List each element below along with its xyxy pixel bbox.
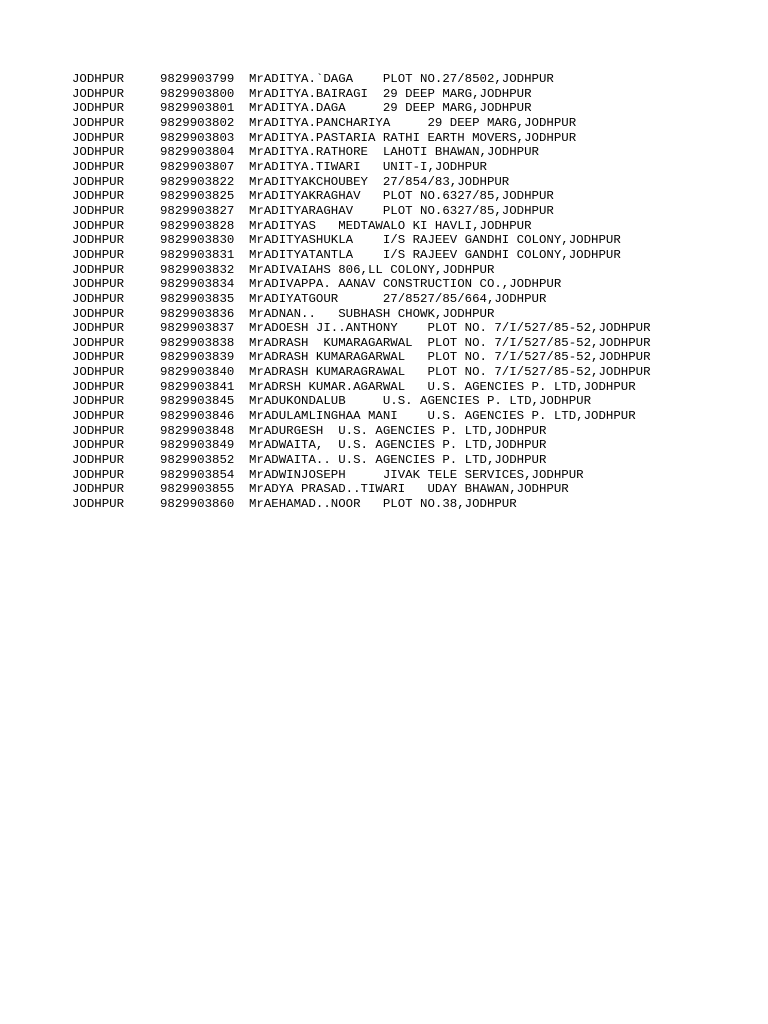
- listing-row: [72, 482, 732, 497]
- city-cell: JODHPUR: [72, 262, 125, 277]
- listing-row: [72, 233, 732, 248]
- listing-row: [72, 497, 732, 512]
- city-cell: JODHPUR: [72, 306, 125, 321]
- phone-number-cell: 9829903831: [160, 247, 235, 262]
- listing-row: [72, 453, 732, 468]
- phone-number-cell: 9829903852: [160, 453, 235, 468]
- city-cell: JODHPUR: [72, 247, 125, 262]
- listing-row: [72, 101, 732, 116]
- phone-number-cell: 9829903799: [160, 72, 235, 86]
- phone-number-cell: 9829903855: [160, 482, 235, 497]
- listing-row: [72, 160, 732, 175]
- name-address-cell: MrADURGESH U.S. AGENCIES P. LTD,JODHPUR: [249, 423, 547, 438]
- name-address-cell: MrADUKONDALUB U.S. AGENCIES P. LTD,JODHPUR: [249, 394, 592, 409]
- listing-row: [72, 380, 732, 395]
- city-cell: JODHPUR: [72, 453, 125, 468]
- name-address-cell: MrADYA PRASAD..TIWARI UDAY BHAWAN,JODHPUR: [249, 482, 569, 497]
- name-address-cell: MrADWAITA, U.S. AGENCIES P. LTD,JODHPUR: [249, 438, 547, 453]
- city-cell: JODHPUR: [72, 423, 125, 438]
- phone-number-cell: 9829903835: [160, 291, 235, 306]
- listing-row: [72, 189, 732, 204]
- listing-row: [72, 438, 732, 453]
- city-cell: JODHPUR: [72, 321, 125, 336]
- phone-number-cell: 9829903804: [160, 145, 235, 160]
- phone-number-cell: 9829903830: [160, 233, 235, 248]
- phone-number-cell: 9829903854: [160, 467, 235, 482]
- phone-number-cell: 9829903827: [160, 203, 235, 218]
- name-address-cell: MrADITYAS MEDTAWALO KI HAVLI,JODHPUR: [249, 218, 532, 233]
- city-cell: JODHPUR: [72, 409, 125, 424]
- city-cell: JODHPUR: [72, 174, 125, 189]
- phone-number-cell: 9829903801: [160, 101, 235, 116]
- listing-row: [72, 307, 732, 322]
- city-cell: JODHPUR: [72, 233, 125, 248]
- phone-number-cell: 9829903837: [160, 321, 235, 336]
- city-cell: JODHPUR: [72, 482, 125, 497]
- city-cell: JODHPUR: [72, 145, 125, 160]
- phone-number-cell: 9829903800: [160, 86, 235, 101]
- city-cell: JODHPUR: [72, 159, 125, 174]
- city-cell: JODHPUR: [72, 218, 125, 233]
- listing-row: [72, 409, 732, 424]
- name-address-cell: MrADITYARAGHAV PLOT NO.6327/85,JODHPUR: [249, 203, 554, 218]
- phone-number-cell: 9829903832: [160, 262, 235, 277]
- name-address-cell: MrADITYASHUKLA I/S RAJEEV GANDHI COLONY,JODHPUR: [249, 233, 621, 248]
- listing-row: [72, 424, 732, 439]
- name-address-cell: MrADIVAIAHS 806,LL COLONY,JODHPUR: [249, 262, 495, 277]
- listing-row: [72, 292, 732, 307]
- city-cell: JODHPUR: [72, 291, 125, 306]
- listing-row: [72, 263, 732, 278]
- listing-row: [72, 248, 732, 263]
- city-cell: JODHPUR: [72, 203, 125, 218]
- phone-number-cell: 9829903834: [160, 277, 235, 292]
- phone-number-cell: 9829903860: [160, 497, 235, 512]
- phone-number-cell: 9829903845: [160, 394, 235, 409]
- listing-row: [72, 321, 732, 336]
- phone-number-cell: 9829903839: [160, 350, 235, 365]
- name-address-cell: MrAEHAMAD..NOOR PLOT NO.38,JODHPUR: [249, 497, 517, 512]
- phone-number-cell: 9829903807: [160, 159, 235, 174]
- phone-number-cell: 9829903846: [160, 409, 235, 424]
- listing-row: [72, 277, 732, 292]
- phone-number-cell: 9829903849: [160, 438, 235, 453]
- phone-number-cell: 9829903828: [160, 218, 235, 233]
- name-address-cell: MrADRSH KUMAR.AGARWAL U.S. AGENCIES P. LTD,JODHPUR: [249, 379, 636, 394]
- city-cell: JODHPUR: [72, 467, 125, 482]
- listing-row: [72, 219, 732, 234]
- name-address-cell: MrADITYA.RATHORE LAHOTI BHAWAN,JODHPUR: [249, 145, 539, 160]
- name-address-cell: MrADITYAKRAGHAV PLOT NO.6327/85,JODHPUR: [249, 189, 554, 204]
- listing-row: [72, 72, 732, 87]
- name-address-cell: MrADIVAPPA. AANAV CONSTRUCTION CO.,JODHPUR: [249, 277, 562, 292]
- name-address-cell: MrADITYA.BAIRAGI 29 DEEP MARG,JODHPUR: [249, 86, 532, 101]
- city-cell: JODHPUR: [72, 189, 125, 204]
- name-address-cell: MrADOESH JI..ANTHONY PLOT NO. 7/I/527/85-52,JODHPUR: [249, 321, 651, 336]
- city-cell: JODHPUR: [72, 86, 125, 101]
- phone-number-cell: 9829903841: [160, 379, 235, 394]
- name-address-cell: MrADITYA.`DAGA PLOT NO.27/8502,JODHPUR: [249, 72, 554, 86]
- phone-number-cell: 9829903803: [160, 130, 235, 145]
- city-cell: JODHPUR: [72, 277, 125, 292]
- city-cell: JODHPUR: [72, 115, 125, 130]
- city-cell: JODHPUR: [72, 497, 125, 512]
- name-address-cell: MrADITYA.TIWARI UNIT-I,JODHPUR: [249, 159, 487, 174]
- city-cell: JODHPUR: [72, 72, 125, 86]
- city-cell: JODHPUR: [72, 394, 125, 409]
- listing-row: [72, 365, 732, 380]
- phone-number-cell: 9829903836: [160, 306, 235, 321]
- name-address-cell: MrADWAITA.. U.S. AGENCIES P. LTD,JODHPUR: [249, 453, 547, 468]
- listing-row: [72, 145, 732, 160]
- name-address-cell: MrADRASH KUMARAGRAWAL PLOT NO. 7/I/527/85-52,JODHPUR: [249, 365, 651, 380]
- listing-row: [72, 336, 732, 351]
- name-address-cell: MrADITYA.PANCHARIYA 29 DEEP MARG,JODHPUR: [249, 115, 577, 130]
- city-cell: JODHPUR: [72, 130, 125, 145]
- name-address-cell: MrADULAMLINGHAA MANI U.S. AGENCIES P. LTD,JODHPUR: [249, 409, 636, 424]
- directory-listing: [72, 72, 732, 512]
- listing-row: [72, 394, 732, 409]
- city-cell: JODHPUR: [72, 350, 125, 365]
- phone-number-cell: 9829903848: [160, 423, 235, 438]
- name-address-cell: MrADNAN.. SUBHASH CHOWK,JODHPUR: [249, 306, 495, 321]
- name-address-cell: MrADIYATGOUR 27/8527/85/664,JODHPUR: [249, 291, 547, 306]
- city-cell: JODHPUR: [72, 365, 125, 380]
- listing-row: [72, 468, 732, 483]
- listing-row: [72, 175, 732, 190]
- listing-row: [72, 116, 732, 131]
- name-address-cell: MrADITYA.DAGA 29 DEEP MARG,JODHPUR: [249, 101, 532, 116]
- listing-row: [72, 87, 732, 102]
- phone-number-cell: 9829903838: [160, 335, 235, 350]
- name-address-cell: MrADRASH KUMARAGARWAL PLOT NO. 7/I/527/85-52,JODHPUR: [249, 350, 651, 365]
- city-cell: JODHPUR: [72, 335, 125, 350]
- phone-number-cell: 9829903825: [160, 189, 235, 204]
- phone-number-cell: 9829903840: [160, 365, 235, 380]
- name-address-cell: MrADITYATANTLA I/S RAJEEV GANDHI COLONY,JODHPUR: [249, 247, 621, 262]
- city-cell: JODHPUR: [72, 101, 125, 116]
- listing-row: [72, 204, 732, 219]
- listing-row: [72, 350, 732, 365]
- phone-number-cell: 9829903822: [160, 174, 235, 189]
- phone-number-cell: 9829903802: [160, 115, 235, 130]
- name-address-cell: MrADRASH KUMARAGARWAL PLOT NO. 7/I/527/85-52,JODHPUR: [249, 335, 651, 350]
- name-address-cell: MrADITYAKCHOUBEY 27/854/83,JODHPUR: [249, 174, 510, 189]
- city-cell: JODHPUR: [72, 438, 125, 453]
- listing-row: [72, 131, 732, 146]
- name-address-cell: MrADWINJOSEPH JIVAK TELE SERVICES,JODHPUR: [249, 467, 584, 482]
- name-address-cell: MrADITYA.PASTARIA RATHI EARTH MOVERS,JODHPUR: [249, 130, 577, 145]
- city-cell: JODHPUR: [72, 379, 125, 394]
